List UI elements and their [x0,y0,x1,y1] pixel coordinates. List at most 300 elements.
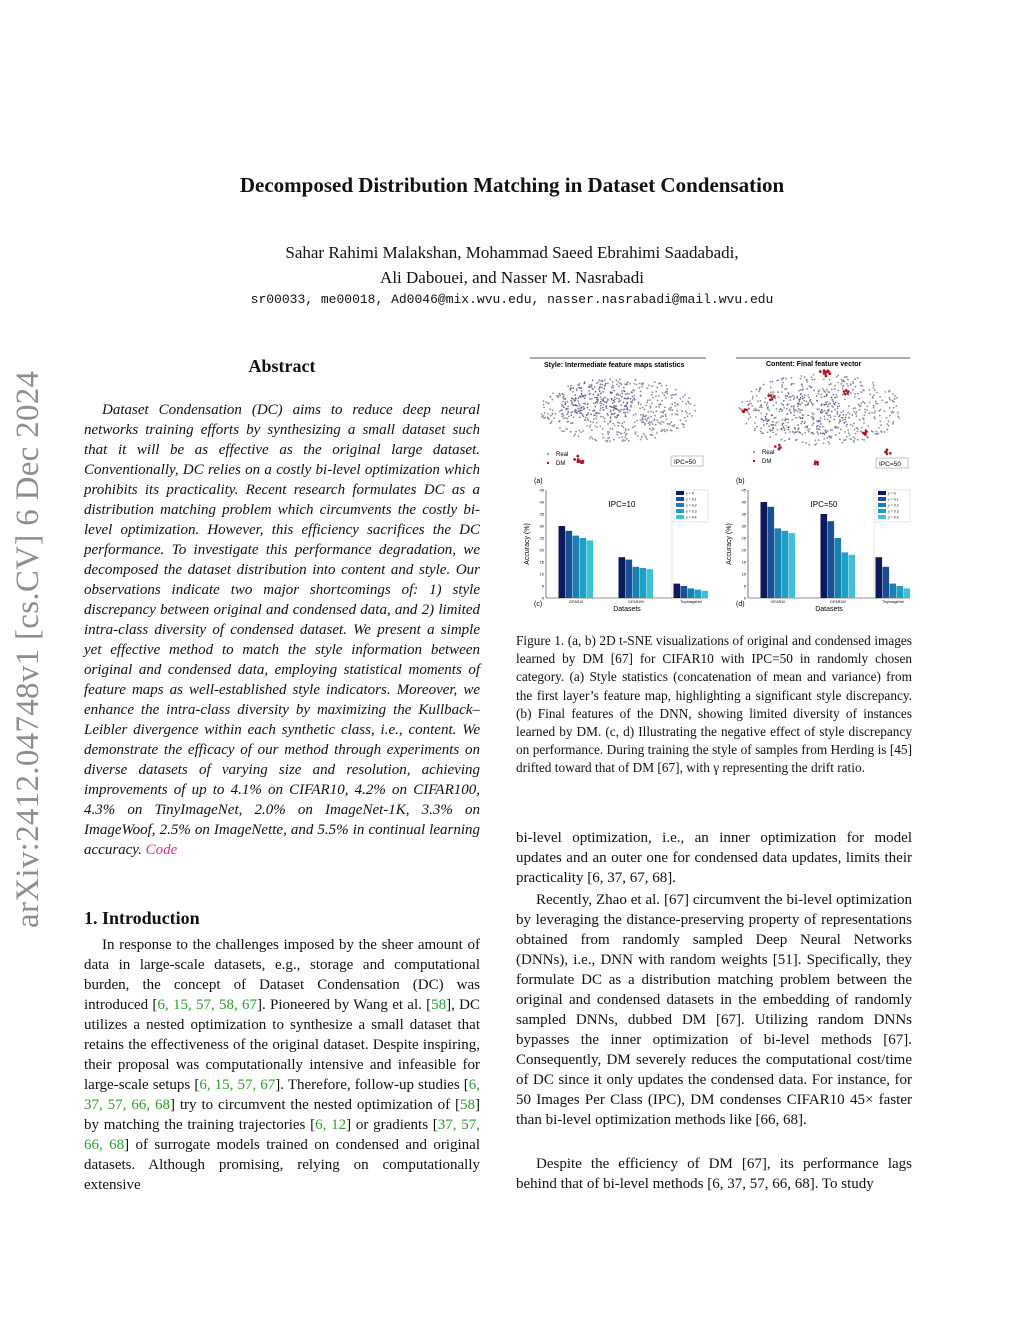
tsne-point [760,400,762,402]
y-tick-label: 5 [743,583,746,589]
tsne-point [661,385,663,387]
tsne-point [817,431,819,433]
tsne-point [850,383,852,385]
tsne-point [769,436,771,438]
tsne-point [885,402,887,404]
tsne-point [596,422,598,424]
tsne-point [621,396,623,398]
tsne-point [595,406,597,408]
tsne-point [594,410,596,412]
tsne-point [827,406,829,408]
tsne-point [654,437,656,439]
tsne-point [575,411,577,413]
tsne-point [881,399,883,401]
tsne-point [880,424,882,426]
tsne-point [825,412,827,414]
tsne-point [842,394,844,396]
tsne-point [835,426,837,428]
tsne-point [801,409,803,411]
tsne-point [861,402,863,404]
tsne-point [768,420,770,422]
right-paragraph-3: Despite the efficiency of DM [67], its performance lags behind that of bi-level methods [6, 37, 57, 66, 68]. To study [516,1156,912,1192]
tsne-point [659,422,661,424]
y-tick-label: 5 [541,583,544,589]
arxiv-identifier: arXiv:2412.04748v1 [cs.CV] 6 Dec 2024 [10,370,46,928]
tsne-point [658,395,660,397]
tsne-point [581,406,583,408]
tsne-point [601,403,603,405]
tsne-point [781,410,783,412]
tsne-point [804,423,806,425]
tsne-point [644,409,646,411]
tsne-point [827,409,829,411]
tsne-point [775,434,777,436]
tsne-point [664,429,666,431]
tsne-point [767,420,769,422]
tsne-point [797,431,799,433]
tsne-point [758,409,760,411]
bar [768,507,775,598]
tsne-point [662,429,664,431]
tsne-point [567,411,569,413]
tsne-point [893,407,895,409]
citation-link[interactable]: 6, 12 [315,1117,347,1133]
tsne-point [606,441,608,443]
tsne-point [800,378,802,380]
tsne-point [769,410,771,412]
tsne-point [786,425,788,427]
tsne-point [872,382,874,384]
tsne-point [580,431,582,433]
tsne-point [624,409,626,411]
tsne-point [826,394,828,396]
tsne-point [545,402,547,404]
tsne-point [672,409,674,411]
tsne-point [836,412,838,414]
legend-swatch [676,497,684,501]
tsne-point [842,442,844,444]
tsne-point [654,381,656,383]
tsne-point [682,396,684,398]
legend-swatch [676,491,684,495]
tsne-point [609,440,611,442]
tsne-point [842,410,844,412]
tsne-point [657,421,659,423]
tsne-point [820,433,822,435]
tsne-point [603,404,605,406]
tsne-point [823,432,825,434]
y-tick-label: 15 [741,559,746,565]
tsne-point [607,433,609,435]
tsne-point [827,415,829,417]
tsne-point [647,399,649,401]
tsne-point [824,416,826,418]
tsne-point [595,418,597,420]
tsne-point [570,431,572,433]
tsne-point [814,463,817,466]
tsne-point [670,429,672,431]
code-link[interactable]: Code [145,842,178,858]
tsne-point [837,406,839,408]
tsne-point [847,385,849,387]
tsne-point [610,417,612,419]
tsne-point [812,379,814,381]
tsne-point [788,396,790,398]
legend-entry: γ = 0 [888,491,896,496]
tsne-point [602,400,604,402]
author-emails: sr00033, me00018, Ad0046@mix.wvu.edu, nasser.nasrabadi@mail.wvu.edu [250,292,774,307]
tsne-point [790,396,792,398]
tsne-point [848,417,850,419]
tsne-point [616,398,618,400]
tsne-point [677,428,679,430]
tsne-point [817,391,819,393]
tsne-point [816,395,818,397]
tsne-point [853,423,855,425]
tsne-point [642,414,644,416]
abstract-heading: Abstract [248,356,316,376]
tsne-point [543,400,545,402]
intro-text: ] try to circumvent the nested optimization of [ [169,1097,460,1113]
tsne-point [571,401,573,403]
tsne-point [866,409,868,411]
tsne-point [579,417,581,419]
tsne-panel-style [530,358,706,485]
tsne-point [828,441,830,443]
tsne-point [577,411,579,413]
tsne-point [561,409,563,411]
tsne-point [574,433,576,435]
tsne-point [770,381,772,383]
tsne-point [656,419,658,421]
tsne-point [649,421,651,423]
tsne-point [635,379,637,381]
tsne-point [873,394,875,396]
tsne-point [684,417,686,419]
tsne-point [543,415,545,417]
tsne-point [595,402,597,404]
tsne-point [658,383,660,385]
tsne-point [767,406,769,408]
tsne-point [770,386,772,388]
y-tick-label: 30 [539,523,544,529]
citation-link[interactable]: 6, 15, 57, 67 [199,1077,276,1093]
tsne-point [856,411,858,413]
tsne-point [617,421,619,423]
tsne-point [853,408,855,410]
tsne-point [547,413,549,415]
tsne-point [845,417,847,419]
tsne-point [647,418,649,420]
tsne-point [616,431,618,433]
tsne-point [835,434,837,436]
tsne-point [750,403,752,405]
tsne-point [811,376,813,378]
tsne-point [788,393,790,395]
tsne-point [859,419,861,421]
tsne-point [645,415,647,417]
x-axis-label: Datasets [613,606,641,613]
tsne-point [782,382,784,384]
tsne-point [600,426,602,428]
tsne-point [609,378,611,380]
tsne-point [845,425,847,427]
tsne-point [813,422,815,424]
tsne-point [810,399,812,401]
tsne-point [658,406,660,408]
tsne-point [852,425,854,427]
citation-link[interactable]: 6, 37, 57, 66, 68 [84,1077,480,1113]
tsne-point [793,409,795,411]
tsne-point [818,408,820,410]
tsne-point [802,417,804,419]
tsne-point [611,399,613,401]
tsne-point [825,375,828,378]
tsne-point [611,413,613,415]
tsne-point [616,379,618,381]
tsne-point [653,419,655,421]
tsne-point [757,400,759,402]
tsne-point [634,421,636,423]
tsne-point [548,418,550,420]
panel-a-title: Style: Intermediate feature maps statistics [544,362,685,369]
legend-entry: γ = 0.2 [888,503,899,508]
tsne-point [673,426,675,428]
tsne-point [778,444,781,447]
tsne-point [772,405,774,407]
tsne-point [607,438,609,440]
tsne-point [829,402,831,404]
citation-link[interactable]: 58 [431,997,447,1013]
tsne-point [862,432,865,435]
tsne-point [820,412,822,414]
tsne-point [758,391,760,393]
tsne-point [614,425,616,427]
tsne-point [543,404,545,406]
tsne-point [760,431,762,433]
tsne-point [799,431,801,433]
tsne-point [649,428,651,430]
tsne-point [831,405,833,407]
bar [640,568,647,598]
tsne-point [840,429,842,431]
tsne-point [808,397,810,399]
tsne-point [624,416,626,418]
tsne-point [767,408,769,410]
tsne-point [665,397,667,399]
citation-link[interactable]: 6, 15, 57, 58, 67 [157,997,258,1013]
tsne-point [788,427,790,429]
tsne-point [592,410,594,412]
tsne-point [651,403,653,405]
tsne-point [822,426,824,428]
tsne-point [748,414,750,416]
tsne-point [642,407,644,409]
bar [702,591,709,598]
tsne-point [570,412,572,414]
tsne-point [795,432,797,434]
y-axis-label: Accuracy (%) [726,523,733,565]
tsne-point [670,409,672,411]
tsne-point [833,419,835,421]
tsne-point [834,409,836,411]
tsne-point [589,385,591,387]
tsne-point [754,422,756,424]
tsne-point [867,425,869,427]
paper-title: Decomposed Distribution Matching in Dataset Condensation [239,173,785,197]
tsne-point [864,411,866,413]
tsne-point [660,403,662,405]
tsne-point [825,430,827,432]
tsne-point [786,408,788,410]
tsne-point [889,415,891,417]
tsne-point [769,399,772,402]
y-axis-label: Accuracy (%) [524,523,531,565]
tsne-point [686,412,688,414]
tsne-point [787,404,789,406]
tsne-point [612,423,614,425]
tsne-point [663,422,665,424]
tsne-point [837,390,839,392]
tsne-point [826,401,828,403]
bar [688,588,695,598]
tsne-point [688,397,690,399]
tsne-point [667,393,669,395]
tsne-point [850,424,852,426]
tsne-point [631,402,633,404]
tsne-point [813,419,815,421]
tsne-point [772,428,774,430]
tsne-point [761,406,763,408]
tsne-point [623,387,625,389]
tsne-point [816,409,818,411]
tsne-point [665,414,667,416]
y-tick-label: 30 [741,523,746,529]
citation-link[interactable]: 58 [460,1097,475,1113]
tsne-point [682,423,684,425]
tsne-point [748,418,750,420]
tsne-point [775,417,777,419]
tsne-point [803,400,805,402]
tsne-point [594,386,596,388]
tsne-point [871,412,873,414]
tsne-point [778,396,780,398]
tsne-point [797,424,799,426]
tsne-point [800,393,802,395]
tsne-point [752,396,754,398]
tsne-point [613,390,615,392]
tsne-point [857,393,859,395]
tsne-point [780,428,782,430]
tsne-point [813,414,815,416]
tsne-point [632,389,634,391]
tsne-point [626,393,628,395]
panel-label-d: (d) [736,601,745,608]
tsne-point [543,407,545,409]
tsne-point [766,404,768,406]
tsne-point [589,398,591,400]
tsne-point [581,461,584,464]
tsne-point [789,408,791,410]
tsne-point [812,424,814,426]
tsne-point [644,435,646,437]
tsne-point [578,435,580,437]
tsne-point [564,404,566,406]
tsne-point [858,398,860,400]
tsne-point [815,443,817,445]
tsne-point [794,396,796,398]
tsne-point [766,418,768,420]
tsne-point [649,399,651,401]
tsne-point [640,414,642,416]
tsne-point [619,400,621,402]
legend-entry: γ = 0.1 [888,497,899,502]
tsne-point [855,386,857,388]
tsne-point [687,415,689,417]
tsne-point [782,424,784,426]
tsne-point [646,420,648,422]
tsne-point [619,378,621,380]
legend-entry: γ = 0.2 [686,503,697,508]
tsne-point [644,423,646,425]
tsne-point [764,401,766,403]
tsne-point [812,412,814,414]
tsne-point [797,402,799,404]
intro-text: In response to the challenges imposed by the sheer amount of data in large-scale datasets, e.g., storage and computational burden, the concept of Dataset Condensation (DC) was introduced [ [84,937,480,1013]
tsne-point [797,428,799,430]
tsne-point [589,386,591,388]
tsne-point [775,424,777,426]
tsne-point [602,434,604,436]
tsne-point [876,392,878,394]
tsne-point [664,431,666,433]
introduction-heading: 1. Introduction [84,908,200,928]
tsne-point [689,403,691,405]
tsne-point [896,397,898,399]
tsne-point [816,400,818,402]
tsne-point [566,418,568,420]
tsne-point [751,405,753,407]
tsne-point [593,394,595,396]
tsne-point [810,386,812,388]
tsne-point [837,382,839,384]
tsne-point [820,394,822,396]
tsne-point [824,391,826,393]
tsne-point [859,409,861,411]
tsne-point [792,431,794,433]
tsne-point [634,425,636,427]
tsne-point [856,427,858,429]
tsne-point [889,407,891,409]
tsne-point [581,390,583,392]
tsne-point [823,371,826,374]
tsne-point [652,435,654,437]
tsne-point [650,407,652,409]
tsne-point [632,396,634,398]
citation-link[interactable]: 37, 57, 66, 68 [84,1117,481,1153]
tsne-point [660,430,662,432]
tsne-point [623,390,625,392]
tsne-point [818,393,820,395]
intro-text: ] or gradients [ [346,1117,438,1133]
legend-dm-marker [547,462,549,464]
tsne-point [592,421,594,423]
tsne-point [587,419,589,421]
tsne-point [832,400,834,402]
tsne-point [604,418,606,420]
tsne-point [667,423,669,425]
tsne-point [626,403,628,405]
